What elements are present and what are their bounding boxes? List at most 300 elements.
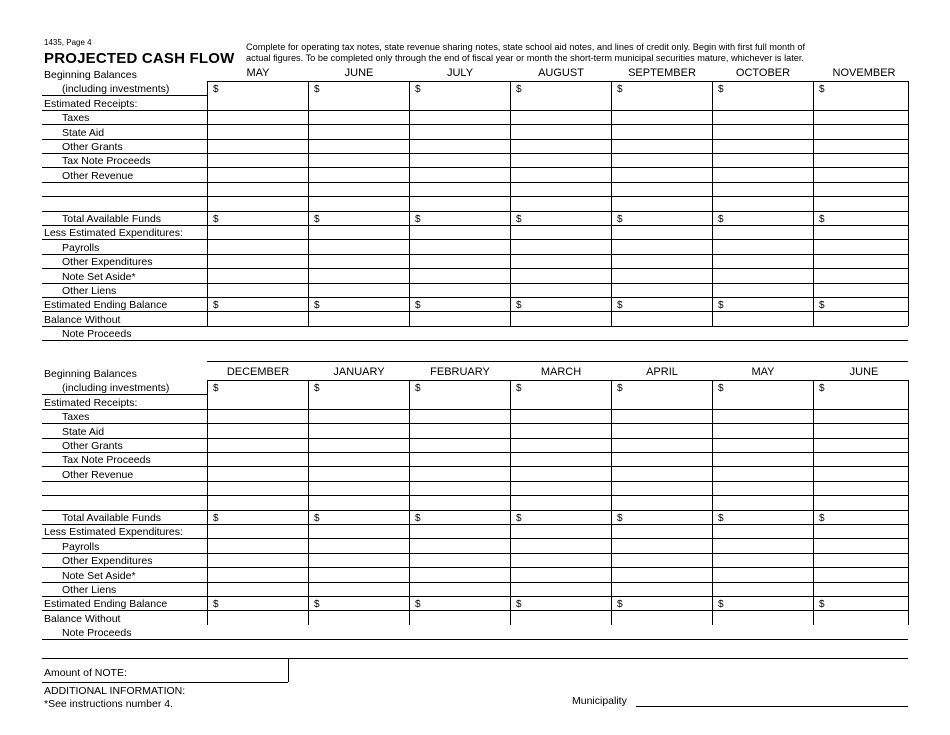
- instructions-line-1: Complete for operating tax notes, state revenue sharing notes, state school aid notes, and lines of credit only. Begin with first full month of: [246, 42, 806, 52]
- row-rule: [42, 283, 207, 284]
- currency-symbol: $: [415, 84, 421, 95]
- cash-flow-cell[interactable]: [814, 124, 908, 138]
- cash-flow-cell[interactable]: [511, 438, 611, 452]
- cash-flow-cell[interactable]: [309, 438, 409, 452]
- cash-flow-cell[interactable]: [511, 567, 611, 581]
- cash-flow-cell[interactable]: [208, 211, 308, 225]
- row-rule: [42, 196, 207, 197]
- row-label-total-available-funds: Total Available Funds: [62, 213, 162, 225]
- row-label-other-expenditures: Other Expenditures: [62, 555, 153, 568]
- municipality-label: Municipality: [572, 695, 627, 707]
- cash-flow-cell[interactable]: [309, 297, 409, 311]
- cash-flow-cell[interactable]: [612, 196, 712, 210]
- cash-flow-cell[interactable]: [511, 495, 611, 509]
- cash-flow-cell[interactable]: [511, 124, 611, 138]
- footer-top-rule: [42, 658, 908, 659]
- currency-symbol: $: [516, 300, 522, 311]
- cash-flow-cell[interactable]: [814, 139, 908, 153]
- cash-flow-cell[interactable]: [511, 582, 611, 596]
- cash-flow-cell[interactable]: [713, 196, 813, 210]
- cash-flow-cell[interactable]: [208, 283, 308, 297]
- cash-flow-cell[interactable]: [309, 196, 409, 210]
- cash-flow-cell[interactable]: [410, 538, 510, 552]
- month-header: DECEMBER: [226, 366, 290, 378]
- currency-symbol: $: [213, 300, 219, 311]
- cash-flow-cell[interactable]: [208, 596, 308, 610]
- cash-flow-cell[interactable]: [309, 110, 409, 124]
- currency-symbol: $: [819, 599, 825, 610]
- cash-flow-cell[interactable]: [612, 95, 712, 109]
- row-label-tax-note-proceeds: Tax Note Proceeds: [62, 155, 151, 168]
- cash-flow-cell[interactable]: [511, 423, 611, 437]
- currency-symbol: $: [516, 213, 522, 225]
- cash-flow-cell[interactable]: [814, 409, 908, 423]
- cash-flow-cell[interactable]: [410, 283, 510, 297]
- cash-flow-cell[interactable]: [309, 466, 409, 480]
- cash-flow-cell[interactable]: [208, 481, 308, 495]
- cash-flow-cell[interactable]: [309, 239, 409, 253]
- cash-flow-cell[interactable]: [713, 311, 813, 325]
- cash-flow-cell[interactable]: [814, 167, 908, 181]
- cash-flow-cell[interactable]: [612, 110, 712, 124]
- cash-flow-cell[interactable]: [208, 510, 308, 524]
- cash-flow-cell[interactable]: [814, 211, 908, 225]
- cash-flow-cell[interactable]: [309, 311, 409, 325]
- cash-flow-cell[interactable]: [814, 196, 908, 210]
- month-header: AUGUST: [538, 67, 584, 79]
- currency-symbol: $: [718, 84, 724, 95]
- cash-flow-cell[interactable]: [713, 610, 813, 624]
- cash-flow-cell[interactable]: [511, 211, 611, 225]
- cash-flow-cell[interactable]: [511, 466, 611, 480]
- cash-flow-cell[interactable]: [612, 297, 712, 311]
- cash-flow-cell[interactable]: [410, 524, 510, 538]
- cash-flow-cell[interactable]: [612, 239, 712, 253]
- cash-flow-cell[interactable]: [511, 95, 611, 109]
- cash-flow-cell[interactable]: [309, 394, 409, 408]
- cash-flow-cell[interactable]: [208, 124, 308, 138]
- row-rule: [42, 510, 207, 511]
- row-label-other-revenue: Other Revenue: [62, 468, 134, 481]
- cash-flow-cell[interactable]: [208, 139, 308, 153]
- cash-flow-cell[interactable]: [612, 311, 712, 325]
- cash-flow-cell[interactable]: [713, 254, 813, 268]
- cash-flow-cell[interactable]: [713, 524, 813, 538]
- row-label-beginning-balances: Beginning Balances: [44, 69, 137, 81]
- cash-flow-cell[interactable]: [814, 481, 908, 495]
- grid-row-rule: [207, 326, 908, 327]
- cash-flow-cell[interactable]: [814, 110, 908, 124]
- cash-flow-cell[interactable]: [309, 610, 409, 624]
- cash-flow-cell[interactable]: [511, 196, 611, 210]
- cash-flow-cell[interactable]: [612, 283, 712, 297]
- cash-flow-cell[interactable]: [713, 553, 813, 567]
- cash-flow-cell[interactable]: [208, 225, 308, 239]
- cash-flow-cell[interactable]: [410, 567, 510, 581]
- row-label-tax-note-proceeds: Tax Note Proceeds: [62, 454, 151, 467]
- row-rule: [42, 409, 207, 410]
- cash-flow-cell[interactable]: [612, 423, 712, 437]
- cash-flow-cell[interactable]: [713, 495, 813, 509]
- cash-flow-cell[interactable]: [713, 510, 813, 524]
- cash-flow-cell[interactable]: [814, 239, 908, 253]
- month-header: JUNE: [849, 366, 879, 378]
- cash-flow-cell[interactable]: [612, 225, 712, 239]
- cash-flow-cell[interactable]: [713, 297, 813, 311]
- row-rule: [42, 239, 207, 240]
- cash-flow-cell[interactable]: [612, 268, 712, 282]
- cash-flow-cell[interactable]: [612, 394, 712, 408]
- cash-flow-cell[interactable]: [511, 524, 611, 538]
- cash-flow-cell[interactable]: [511, 538, 611, 552]
- cash-flow-cell[interactable]: [612, 596, 712, 610]
- cash-flow-cell[interactable]: [511, 394, 611, 408]
- row-label-less-estimated-expenditures: Less Estimated Expenditures:: [44, 526, 183, 539]
- cash-flow-cell[interactable]: [208, 553, 308, 567]
- cash-flow-cell[interactable]: [713, 182, 813, 196]
- cash-flow-cell[interactable]: [208, 268, 308, 282]
- cash-flow-cell[interactable]: [713, 110, 813, 124]
- row-rule: [42, 326, 207, 327]
- cash-flow-cell[interactable]: [410, 452, 510, 466]
- cash-flow-cell[interactable]: [208, 538, 308, 552]
- cash-flow-cell[interactable]: [511, 139, 611, 153]
- cash-flow-cell[interactable]: [814, 438, 908, 452]
- municipality-field[interactable]: [636, 706, 908, 707]
- cash-flow-cell[interactable]: [814, 225, 908, 239]
- cash-flow-cell[interactable]: [410, 124, 510, 138]
- cash-flow-cell[interactable]: [612, 524, 712, 538]
- cash-flow-cell[interactable]: [208, 297, 308, 311]
- cash-flow-cell[interactable]: [309, 524, 409, 538]
- cash-flow-cell[interactable]: [713, 124, 813, 138]
- cash-flow-cell[interactable]: [814, 254, 908, 268]
- amount-of-note-box[interactable]: [288, 658, 289, 682]
- currency-symbol: $: [314, 213, 320, 225]
- cash-flow-cell[interactable]: [713, 239, 813, 253]
- cash-flow-cell[interactable]: [511, 481, 611, 495]
- cash-flow-cell[interactable]: [511, 254, 611, 268]
- currency-symbol: $: [415, 383, 421, 394]
- currency-symbol: $: [718, 383, 724, 394]
- cash-flow-cell[interactable]: [713, 438, 813, 452]
- cash-flow-cell[interactable]: [410, 254, 510, 268]
- cash-flow-cell[interactable]: [309, 153, 409, 167]
- cash-flow-cell[interactable]: [612, 510, 712, 524]
- cash-flow-cell[interactable]: [814, 495, 908, 509]
- currency-symbol: $: [819, 84, 825, 95]
- cash-flow-cell[interactable]: [612, 139, 712, 153]
- month-header: MARCH: [540, 366, 582, 378]
- currency-symbol: $: [819, 383, 825, 394]
- cash-flow-cell[interactable]: [814, 182, 908, 196]
- cash-flow-cell[interactable]: [309, 553, 409, 567]
- cash-flow-cell[interactable]: [208, 524, 308, 538]
- cash-flow-cell[interactable]: [511, 225, 611, 239]
- cash-flow-cell[interactable]: [511, 610, 611, 624]
- cash-flow-cell[interactable]: [612, 167, 712, 181]
- cash-flow-cell[interactable]: [713, 139, 813, 153]
- cash-flow-cell[interactable]: [410, 553, 510, 567]
- cash-flow-cell[interactable]: [713, 268, 813, 282]
- cash-flow-cell[interactable]: [410, 225, 510, 239]
- cash-flow-cell[interactable]: [713, 283, 813, 297]
- month-header: JUNE: [344, 67, 374, 79]
- cash-flow-cell[interactable]: [410, 610, 510, 624]
- cash-flow-cell[interactable]: [814, 610, 908, 624]
- month-header: MAY: [751, 366, 775, 378]
- cash-flow-cell[interactable]: [410, 268, 510, 282]
- cash-flow-cell[interactable]: [410, 423, 510, 437]
- cash-flow-cell[interactable]: [410, 297, 510, 311]
- cash-flow-cell[interactable]: [309, 582, 409, 596]
- cash-flow-cell[interactable]: [814, 510, 908, 524]
- cash-flow-cell[interactable]: [208, 452, 308, 466]
- currency-symbol: $: [617, 512, 623, 524]
- cash-flow-cell[interactable]: [309, 596, 409, 610]
- cash-flow-cell[interactable]: [208, 610, 308, 624]
- cash-flow-cell[interactable]: [612, 582, 712, 596]
- cash-flow-cell[interactable]: [410, 481, 510, 495]
- cash-flow-cell[interactable]: [511, 153, 611, 167]
- row-rule: [42, 254, 207, 255]
- cash-flow-cell[interactable]: [410, 409, 510, 423]
- cash-flow-cell[interactable]: [410, 239, 510, 253]
- cash-flow-cell[interactable]: [511, 167, 611, 181]
- cash-flow-cell[interactable]: [713, 567, 813, 581]
- grid-column-rule: [908, 81, 909, 326]
- cash-flow-cell[interactable]: [309, 423, 409, 437]
- month-header: SEPTEMBER: [628, 67, 696, 79]
- cash-flow-cell[interactable]: [208, 394, 308, 408]
- cash-flow-cell[interactable]: [713, 466, 813, 480]
- month-header: JULY: [446, 67, 474, 79]
- row-rule: [42, 553, 207, 554]
- cash-flow-cell[interactable]: [410, 466, 510, 480]
- row-rule: [42, 481, 207, 482]
- cash-flow-cell[interactable]: [309, 452, 409, 466]
- row-rule: [42, 225, 207, 226]
- cash-flow-cell[interactable]: [713, 211, 813, 225]
- cash-flow-cell[interactable]: [208, 182, 308, 196]
- cash-flow-cell[interactable]: [511, 297, 611, 311]
- currency-symbol: $: [718, 512, 724, 524]
- cash-flow-cell[interactable]: [612, 438, 712, 452]
- cash-flow-cell[interactable]: [814, 268, 908, 282]
- cash-flow-cell[interactable]: [309, 268, 409, 282]
- cash-flow-cell[interactable]: [309, 481, 409, 495]
- currency-symbol: $: [617, 300, 623, 311]
- cash-flow-cell[interactable]: [511, 182, 611, 196]
- row-label-estimated-ending-balance: Estimated Ending Balance: [44, 299, 168, 312]
- cash-flow-cell[interactable]: [309, 182, 409, 196]
- cash-flow-cell[interactable]: [309, 567, 409, 581]
- cash-flow-cell[interactable]: [511, 110, 611, 124]
- instructions-line-2: actual figures. To be completed only through the end of fiscal year or month the short-term municipal securities mature, whichever is later.: [246, 53, 804, 63]
- cash-flow-cell[interactable]: [511, 553, 611, 567]
- cash-flow-cell[interactable]: [208, 239, 308, 253]
- cash-flow-cell[interactable]: [713, 167, 813, 181]
- row-rule: [42, 167, 207, 168]
- cash-flow-cell[interactable]: [713, 394, 813, 408]
- see-instructions-note: *See instructions number 4.: [44, 698, 173, 710]
- row-label-note-proceeds: Note Proceeds: [62, 627, 132, 640]
- row-rule: [42, 394, 207, 395]
- cash-flow-cell[interactable]: [208, 153, 308, 167]
- cash-flow-cell[interactable]: [511, 452, 611, 466]
- row-rule: [42, 182, 207, 183]
- cash-flow-cell[interactable]: [208, 196, 308, 210]
- cash-flow-cell[interactable]: [612, 254, 712, 268]
- cash-flow-cell[interactable]: [208, 409, 308, 423]
- cash-flow-cell[interactable]: [208, 582, 308, 596]
- cash-flow-cell[interactable]: [612, 124, 712, 138]
- cash-flow-cell[interactable]: [410, 438, 510, 452]
- cash-flow-cell[interactable]: [814, 538, 908, 552]
- cash-flow-cell[interactable]: [208, 254, 308, 268]
- cash-flow-cell[interactable]: [410, 182, 510, 196]
- cash-flow-cell[interactable]: [612, 495, 712, 509]
- cash-flow-cell[interactable]: [511, 283, 611, 297]
- cash-flow-cell[interactable]: [814, 283, 908, 297]
- cash-flow-cell[interactable]: [208, 423, 308, 437]
- cash-flow-cell[interactable]: [713, 409, 813, 423]
- cash-flow-cell[interactable]: [410, 510, 510, 524]
- cash-flow-cell[interactable]: [511, 510, 611, 524]
- cash-flow-cell[interactable]: [612, 182, 712, 196]
- cash-flow-cell[interactable]: [713, 538, 813, 552]
- cash-flow-cell[interactable]: [208, 495, 308, 509]
- cash-flow-cell[interactable]: [511, 239, 611, 253]
- currency-symbol: $: [718, 599, 724, 610]
- cash-flow-cell[interactable]: [713, 423, 813, 437]
- cash-flow-cell[interactable]: [309, 254, 409, 268]
- month-header: FEBRUARY: [430, 366, 490, 378]
- cash-flow-cell[interactable]: [309, 167, 409, 181]
- cash-flow-cell[interactable]: [713, 481, 813, 495]
- cash-flow-cell[interactable]: [410, 153, 510, 167]
- cash-flow-cell[interactable]: [814, 153, 908, 167]
- cash-flow-cell[interactable]: [309, 283, 409, 297]
- row-rule: [42, 153, 207, 154]
- month-header: JANUARY: [333, 366, 385, 378]
- row-rule: [42, 139, 207, 140]
- currency-symbol: $: [213, 383, 219, 394]
- cash-flow-cell[interactable]: [309, 124, 409, 138]
- cash-flow-cell[interactable]: [208, 95, 308, 109]
- cash-flow-cell[interactable]: [309, 495, 409, 509]
- row-label-other-grants: Other Grants: [62, 440, 123, 452]
- cash-flow-cell[interactable]: [612, 553, 712, 567]
- cash-flow-cell[interactable]: [208, 167, 308, 181]
- row-label-less-estimated-expenditures: Less Estimated Expenditures:: [44, 227, 183, 240]
- cash-flow-cell[interactable]: [713, 582, 813, 596]
- cash-flow-cell[interactable]: [208, 311, 308, 325]
- cash-flow-cell[interactable]: [410, 596, 510, 610]
- cash-flow-cell[interactable]: [410, 139, 510, 153]
- cash-flow-cell[interactable]: [410, 495, 510, 509]
- cash-flow-cell[interactable]: [814, 297, 908, 311]
- row-label-other-liens: Other Liens: [62, 584, 117, 596]
- cash-flow-cell[interactable]: [511, 268, 611, 282]
- cash-flow-cell[interactable]: [612, 567, 712, 581]
- currency-symbol: $: [516, 599, 522, 610]
- row-label-balance-without: Balance Without: [44, 612, 121, 625]
- cash-flow-cell[interactable]: [309, 538, 409, 552]
- row-rule: [42, 596, 207, 597]
- row-rule: [42, 268, 207, 269]
- currency-symbol: $: [415, 213, 421, 225]
- currency-symbol: $: [718, 300, 724, 311]
- cash-flow-cell[interactable]: [410, 196, 510, 210]
- cash-flow-cell[interactable]: [612, 481, 712, 495]
- cash-flow-cell[interactable]: [814, 553, 908, 567]
- cash-flow-cell[interactable]: [713, 153, 813, 167]
- cash-flow-cell[interactable]: [612, 211, 712, 225]
- cash-flow-cell[interactable]: [410, 211, 510, 225]
- cash-flow-cell[interactable]: [410, 95, 510, 109]
- cash-flow-cell[interactable]: [814, 311, 908, 325]
- cash-flow-cell[interactable]: [612, 610, 712, 624]
- cash-flow-cell[interactable]: [713, 452, 813, 466]
- cash-flow-cell[interactable]: [612, 466, 712, 480]
- cash-flow-cell[interactable]: [814, 582, 908, 596]
- cash-flow-cell[interactable]: [410, 110, 510, 124]
- cash-flow-cell[interactable]: [410, 582, 510, 596]
- cash-flow-cell[interactable]: [612, 452, 712, 466]
- cash-flow-cell[interactable]: [309, 139, 409, 153]
- cash-flow-cell[interactable]: [814, 524, 908, 538]
- cash-flow-cell[interactable]: [511, 596, 611, 610]
- cash-flow-cell[interactable]: [612, 409, 712, 423]
- cash-flow-cell[interactable]: [713, 95, 813, 109]
- cash-flow-cell[interactable]: [814, 452, 908, 466]
- cash-flow-cell[interactable]: [511, 409, 611, 423]
- cash-flow-cell[interactable]: [511, 311, 611, 325]
- cash-flow-cell[interactable]: [713, 596, 813, 610]
- cash-flow-cell[interactable]: [410, 311, 510, 325]
- cash-flow-cell[interactable]: [208, 438, 308, 452]
- cash-flow-cell[interactable]: [410, 167, 510, 181]
- cash-flow-cell[interactable]: [309, 510, 409, 524]
- row-label-estimated-receipts: Estimated Receipts:: [44, 396, 138, 409]
- cash-flow-cell[interactable]: [814, 567, 908, 581]
- cash-flow-cell[interactable]: [814, 596, 908, 610]
- currency-symbol: $: [819, 512, 825, 524]
- cash-flow-cell[interactable]: [309, 211, 409, 225]
- cash-flow-cell[interactable]: [309, 409, 409, 423]
- row-rule: [42, 423, 207, 424]
- cash-flow-cell[interactable]: [208, 567, 308, 581]
- cash-flow-cell[interactable]: [208, 110, 308, 124]
- cash-flow-cell[interactable]: [208, 466, 308, 480]
- cash-flow-cell[interactable]: [410, 394, 510, 408]
- cash-flow-cell[interactable]: [814, 423, 908, 437]
- row-rule: [42, 124, 207, 125]
- cash-flow-cell[interactable]: [814, 466, 908, 480]
- currency-symbol: $: [516, 383, 522, 394]
- currency-symbol: $: [213, 213, 219, 225]
- row-rule: [42, 438, 207, 439]
- cash-flow-cell[interactable]: [612, 538, 712, 552]
- cash-flow-cell[interactable]: [814, 394, 908, 408]
- cash-flow-cell[interactable]: [713, 225, 813, 239]
- cash-flow-cell[interactable]: [309, 95, 409, 109]
- cash-flow-cell[interactable]: [309, 225, 409, 239]
- cash-flow-cell[interactable]: [814, 95, 908, 109]
- cash-flow-cell[interactable]: [612, 153, 712, 167]
- currency-symbol: $: [415, 300, 421, 311]
